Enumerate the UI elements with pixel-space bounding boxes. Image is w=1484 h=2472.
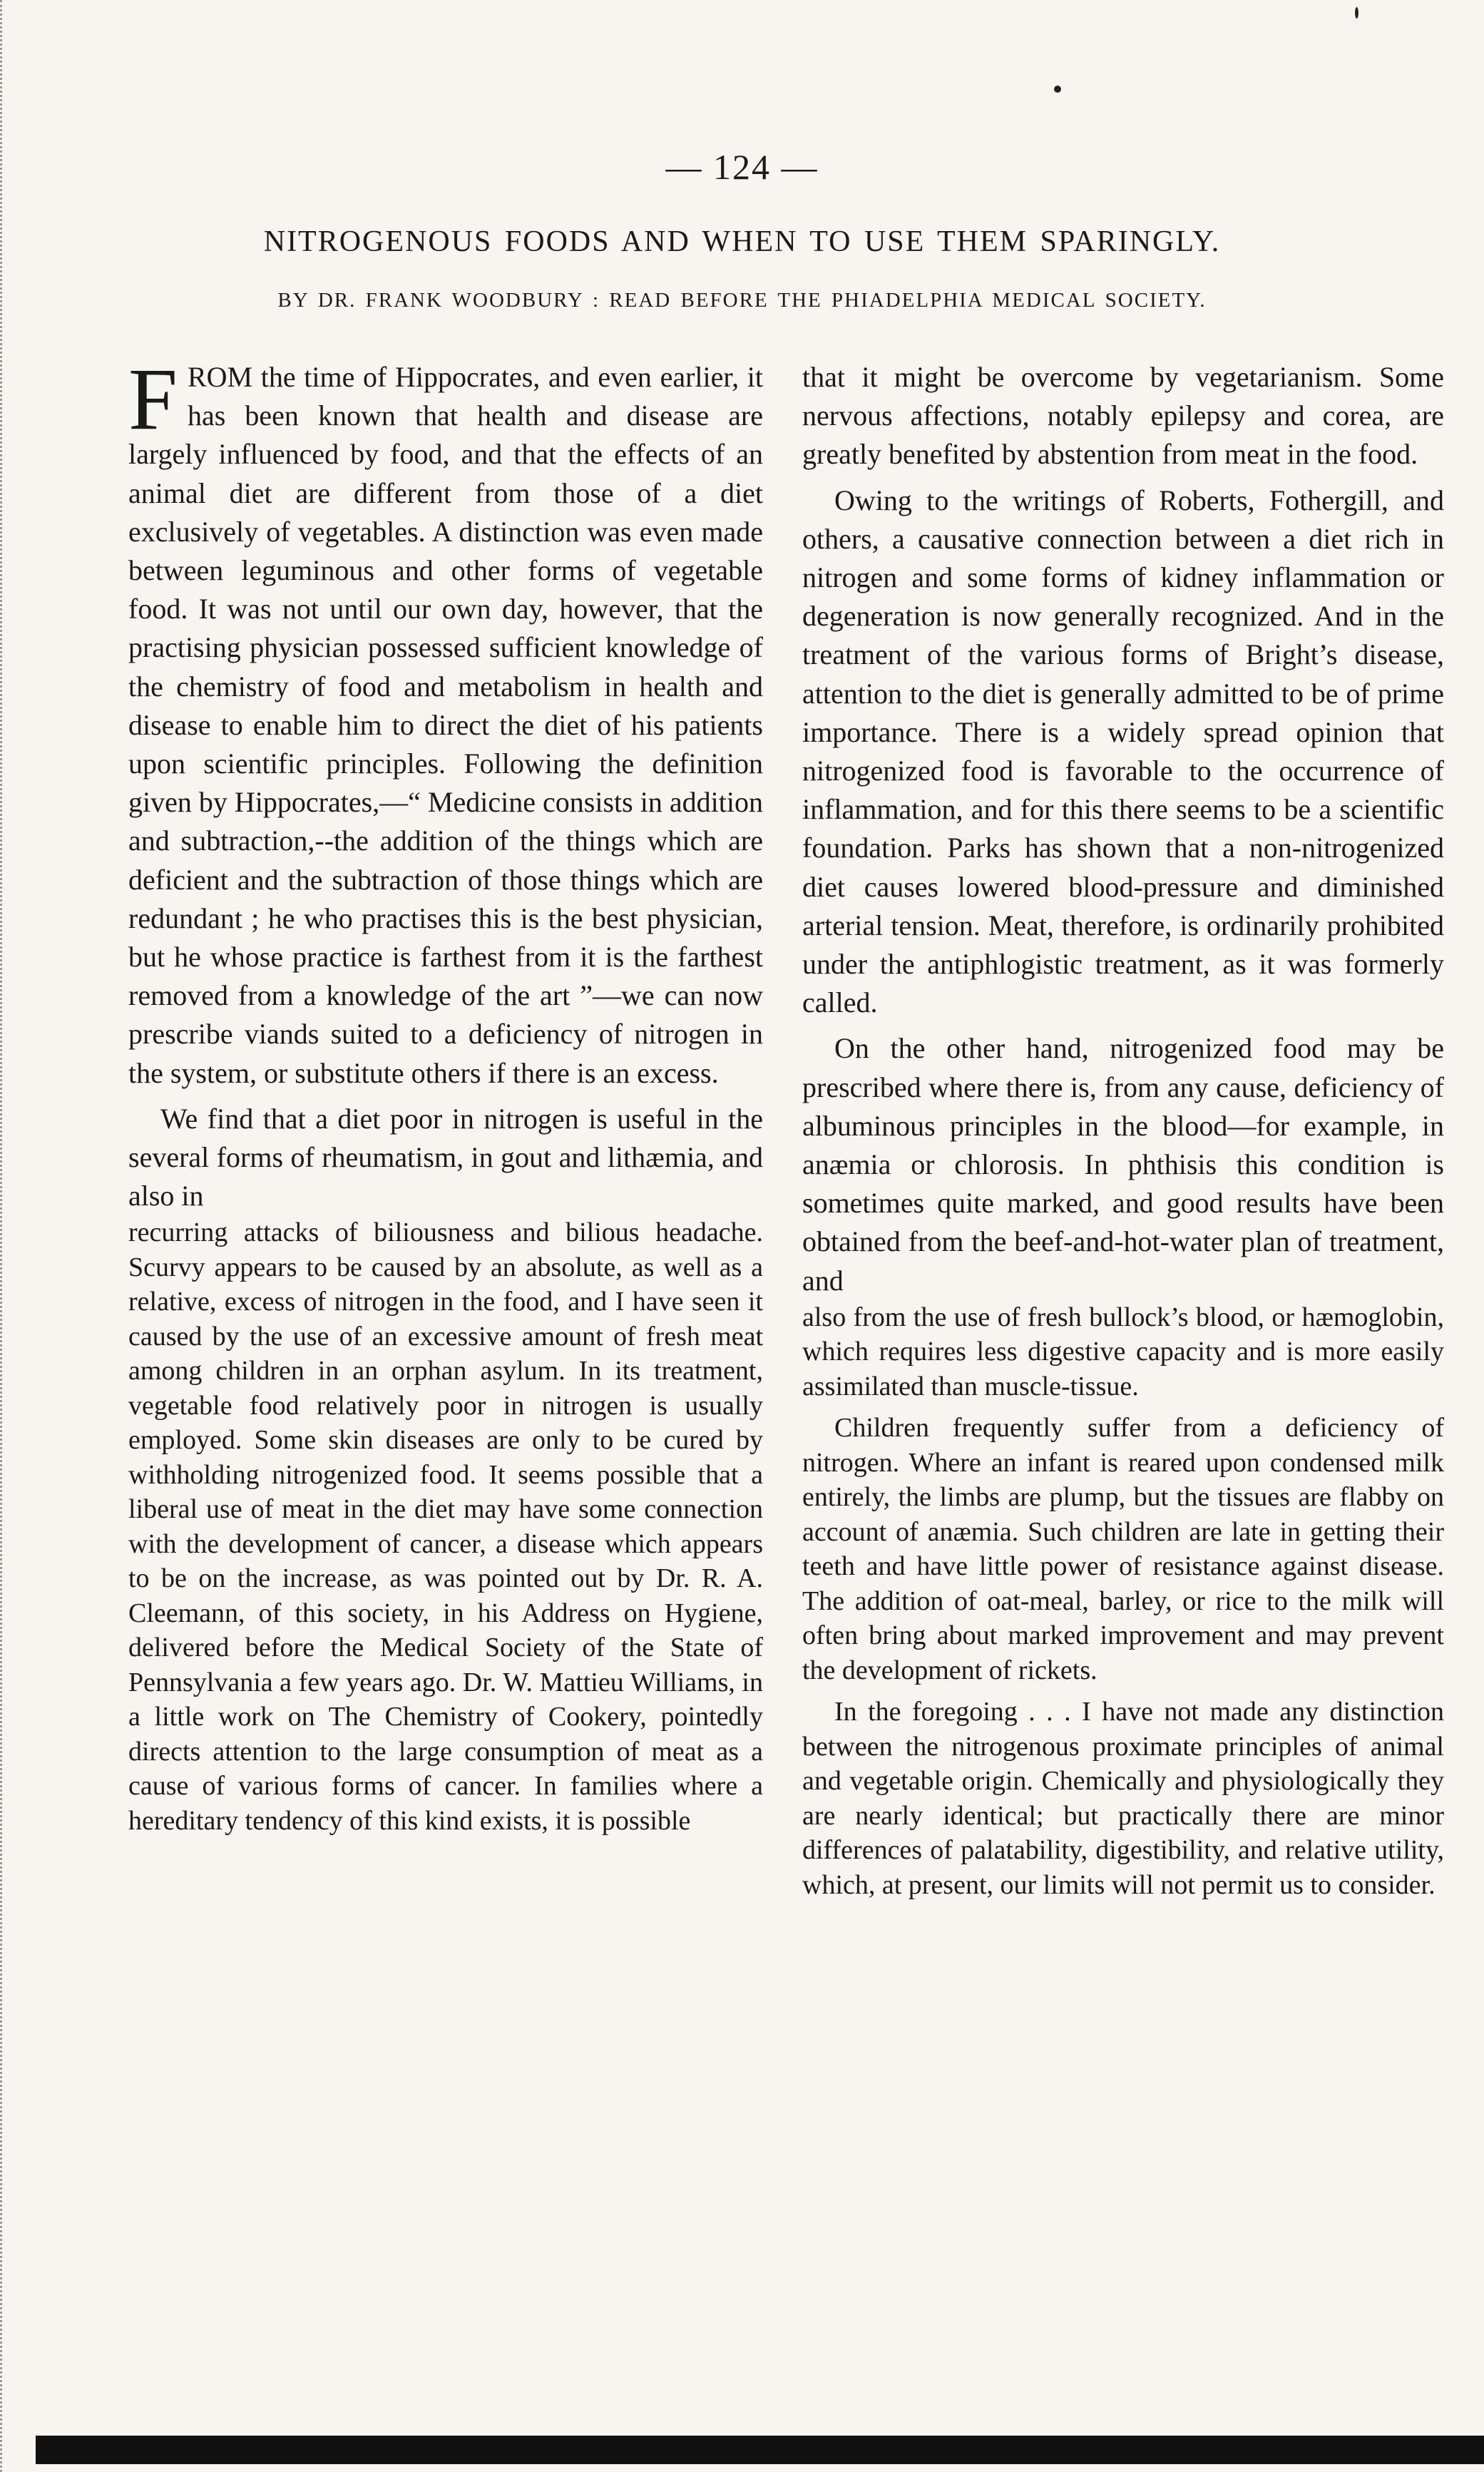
scan-edge-marks	[0, 0, 16, 2472]
paragraph-text: ROM the time of Hippocrates, and even earlier, it has been known that health and disease are largely influenced by food, and that the effects of an animal diet are different from those of a diet exclusively of vegetables. A distinction was even made between leguminous and other forms of vegetable food. It was not until our own day, however, that the practising physician possessed sufficient knowledge of the chemistry of food and metabolism in health and disease to enable him to direct the diet of his patients upon scientific principles. Following the definition given by Hippocrates,—“ Medicine consists in addition and subtraction,--the addition of the things which are deficient and the subtraction of those things which are redundant ; he who practises this is the best physician, but he whose practice is farthest from it is the farthest removed from a knowledge of the art ”—we can now prescribe viands suited to a deficiency of nitrogen in the system, or substitute others if there is an excess.	[128, 361, 763, 1089]
right-column	[802, 358, 1444, 1902]
paragraph: that it might be overcome by vegetarianism. Some nervous affections, notably epilepsy and corea, are greatly benefited by abstention from meat in the food.	[802, 361, 1444, 471]
article-byline: BY DR. FRANK WOODBURY : READ BEFORE THE PHIADELPHIA MEDICAL SOCIETY.	[277, 289, 1207, 312]
paragraph: In the foregoing . . . I have not made any distinction between the nitrogenous proximate principles of animal and vegetable origin. Chemically and physiologically they are nearly identical; but practically there are minor differences of palatability, digestibility, and relative utility, which, at present, our limits will not permit us to consider.	[802, 1697, 1444, 1900]
article-title: NITROGENOUS FOODS AND WHEN TO USE THEM SPARINGLY.	[263, 225, 1221, 258]
left-column	[128, 350, 763, 1838]
paragraph: also from the use of fresh bullock’s blood, or hæmoglobin, which requires less digestive capacity and is more easily assimilated than muscle-tissue.	[802, 1302, 1444, 1401]
paragraph: Owing to the writings of Roberts, Fothergill, and others, a causative connection between a diet rich in nitrogen and some forms of kidney inflammation or degeneration is now generally recognized. And in the treatment of the various forms of Bright’s disease, attention to the diet is generally admitted to be of prime importance. There is a widely spread opinion that nitrogenized food is favorable to the occurrence of inflammation, and for this there seems to be a scientific foundation. Parks has shown that a non-nitrogenized diet causes lowered blood-pressure and diminished arterial tension. Meat, therefore, is ordinarily prohibited under the antiphlogistic treatment, as it was formerly called.	[802, 484, 1444, 1019]
paragraph: On the other hand, nitrogenized food may be prescribed where there is, from any cause, deficiency of albuminous principles in the blood—for example, in anæmia or chlorosis. In phthisis this condition is sometimes quite marked, and good results have been obtained from the beef-and-hot-water plan of treatment, and	[802, 1032, 1444, 1297]
page-number: — 124 —	[665, 147, 819, 187]
paragraph: Children frequently suffer from a deficiency of nitrogen. Where an infant is reared upon condensed milk entirely, the limbs are plump, but the tissues are flabby on account of anæmia. Such children are late in getting their teeth and have little power of resistance against disease. The addition of oat-meal, barley, or rice to the milk will often bring about marked improvement and may prevent the development of rickets.	[802, 1413, 1444, 1685]
paragraph	[128, 350, 763, 1093]
paragraph: We find that a diet poor in nitrogen is useful in the several forms of rheumatism, in gout and lithæmia, and also in	[128, 1102, 763, 1212]
drop-cap: F	[128, 350, 178, 448]
paragraph: recurring attacks of biliousness and bilious headache. Scurvy appears to be caused by an absolute, as well as a relative, excess of nitrogen in the food, and I have seen it caused by the use of an excessive amount of fresh meat among children in an orphan asylum. In its treatment, vegetable food relatively poor in nitrogen is usually employed. Some skin diseases are only to be cured by withholding nitrogenized food. It seems possible that a liberal use of meat in the diet may have some connection with the development of cancer, a disease which appears to be on the increase, as was pointed out by Dr. R. A. Cleemann, of this society, in his Address on Hygiene, delivered before the Medical Society of the State of Pennsylvania a few years ago. Dr. W. Mattieu Williams, in a little work on The Chemistry of Cookery, pointedly directs attention to the large consumption of meat as a cause of various forms of cancer. In families where a hereditary tendency of this kind exists, it is possible	[128, 1217, 763, 1836]
bottom-rule	[36, 2436, 1484, 2464]
scan-speck	[1054, 86, 1061, 93]
scan-speck	[1355, 7, 1358, 19]
